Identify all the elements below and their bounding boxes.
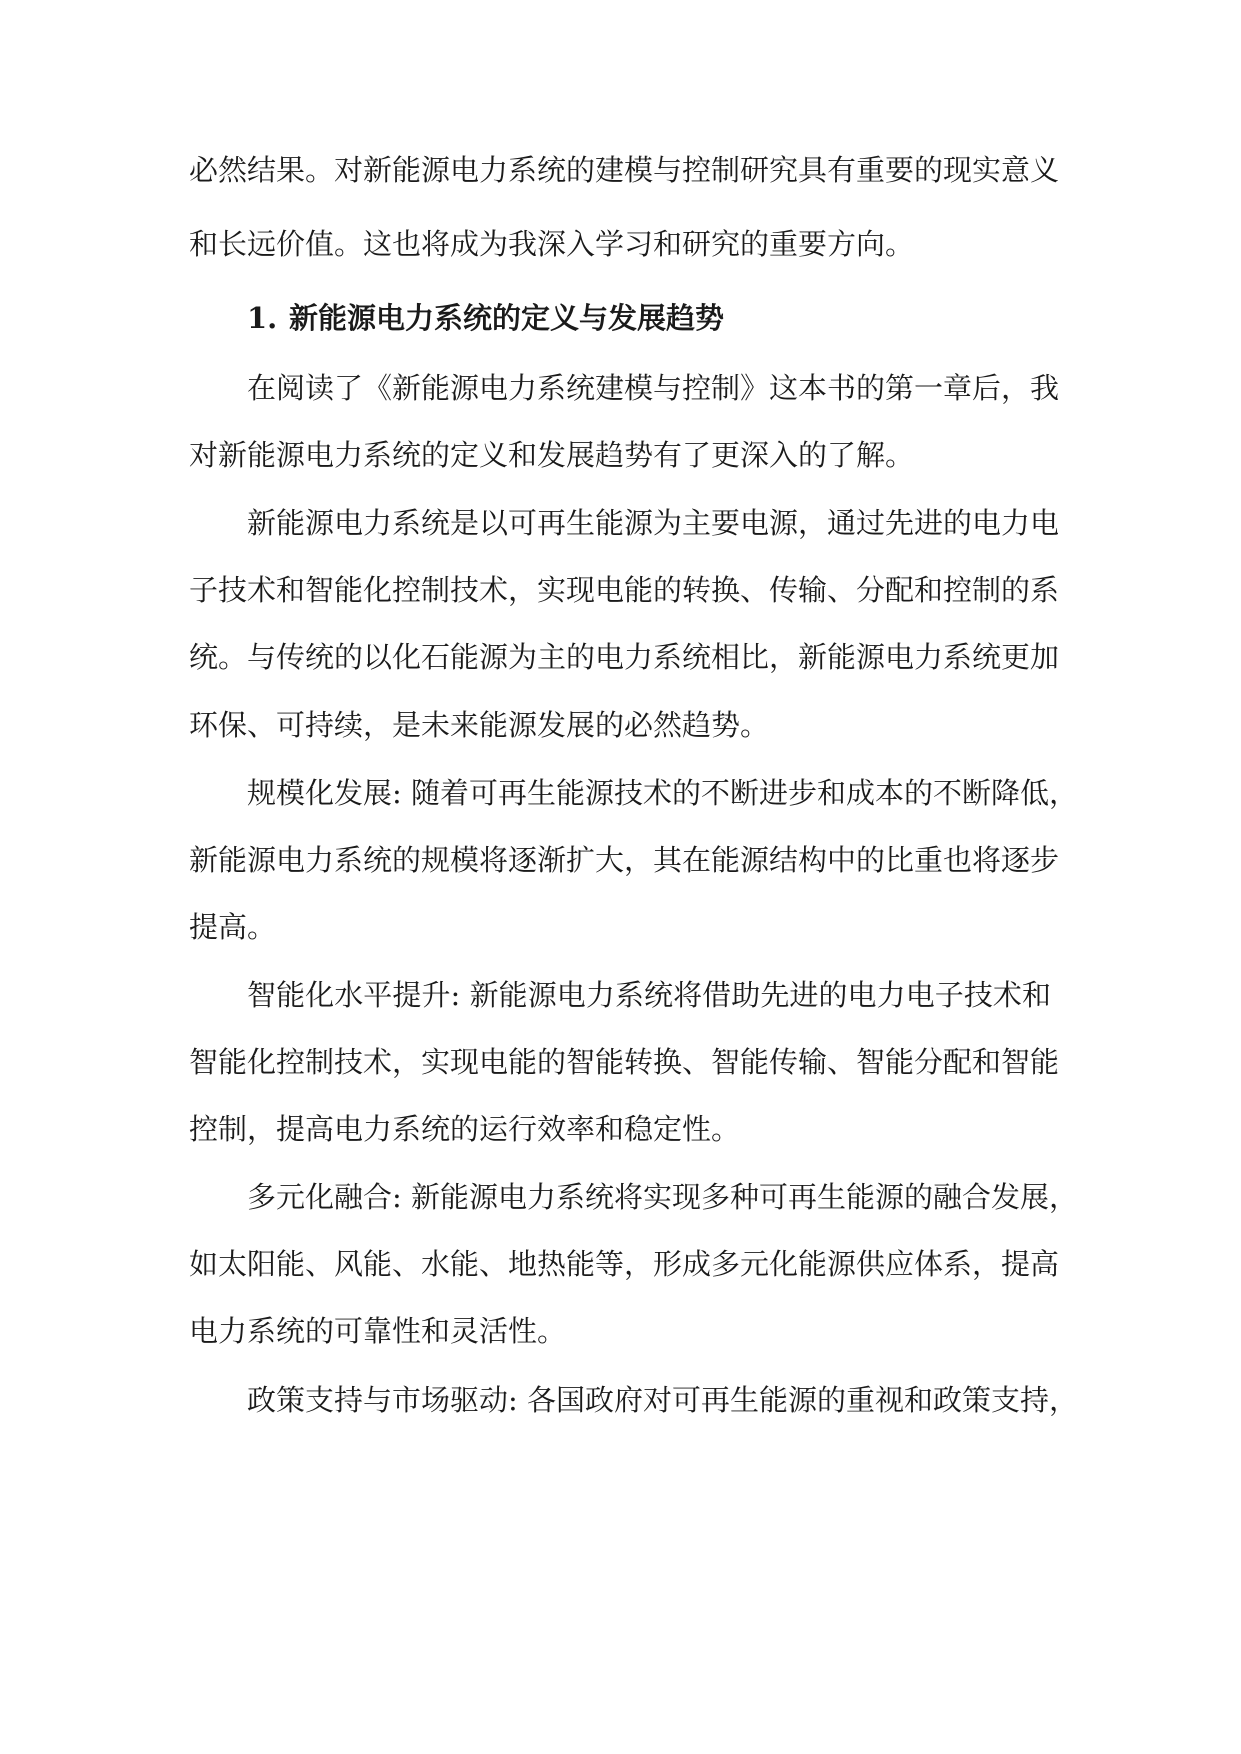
section-number: 1. — [247, 301, 278, 335]
paragraph-2-line-3: 统。与传统的以化石能源为主的电力系统相比，新能源电力系统更加 — [189, 640, 1060, 674]
paragraph-1-line-2: 对新能源电力系统的定义和发展趋势有了更深入的了解。 — [189, 438, 915, 472]
paragraph-3-line-3: 提高。 — [189, 910, 277, 944]
paragraph-4-line-2: 智能化控制技术，实现电能的智能转换、智能传输、智能分配和智能 — [189, 1045, 1060, 1079]
paragraph-2-line-1: 新能源电力系统是以可再生能源为主要电源，通过先进的电力电 — [247, 506, 1060, 540]
paragraph-4-line-1: 智能化水平提升: 新能源电力系统将借助先进的电力电子技术和 — [247, 978, 1051, 1012]
paragraph-3-line-2: 新能源电力系统的规模将逐渐扩大，其在能源结构中的比重也将逐步 — [189, 843, 1060, 877]
paragraph-6-line-1: 政策支持与市场驱动: 各国政府对可再生能源的重视和政策支持， — [247, 1383, 1078, 1417]
paragraph-3-line-1: 规模化发展: 随着可再生能源技术的不断进步和成本的不断降低， — [247, 776, 1078, 810]
paragraph-5-line-3: 电力系统的可靠性和灵活性。 — [189, 1314, 567, 1348]
paragraph-5-line-1: 多元化融合: 新能源电力系统将实现多种可再生能源的融合发展， — [247, 1180, 1078, 1214]
section-title: 新能源电力系统的定义与发展趋势 — [289, 301, 725, 335]
paragraph-2-line-2: 子技术和智能化控制技术，实现电能的转换、传输、分配和控制的系 — [189, 573, 1060, 607]
intro-line-2: 和长远价值。这也将成为我深入学习和研究的重要方向。 — [189, 227, 915, 261]
section-heading — [247, 298, 724, 338]
intro-line-1: 必然结果。对新能源电力系统的建模与控制研究具有重要的现实意义 — [189, 153, 1060, 187]
paragraph-4-line-3: 控制，提高电力系统的运行效率和稳定性。 — [189, 1112, 741, 1146]
paragraph-2-line-4: 环保、可持续，是未来能源发展的必然趋势。 — [189, 708, 770, 742]
paragraph-1-line-1: 在阅读了《新能源电力系统建模与控制》这本书的第一章后，我 — [247, 371, 1060, 405]
paragraph-5-line-2: 如太阳能、风能、水能、地热能等，形成多元化能源供应体系，提高 — [189, 1247, 1060, 1281]
